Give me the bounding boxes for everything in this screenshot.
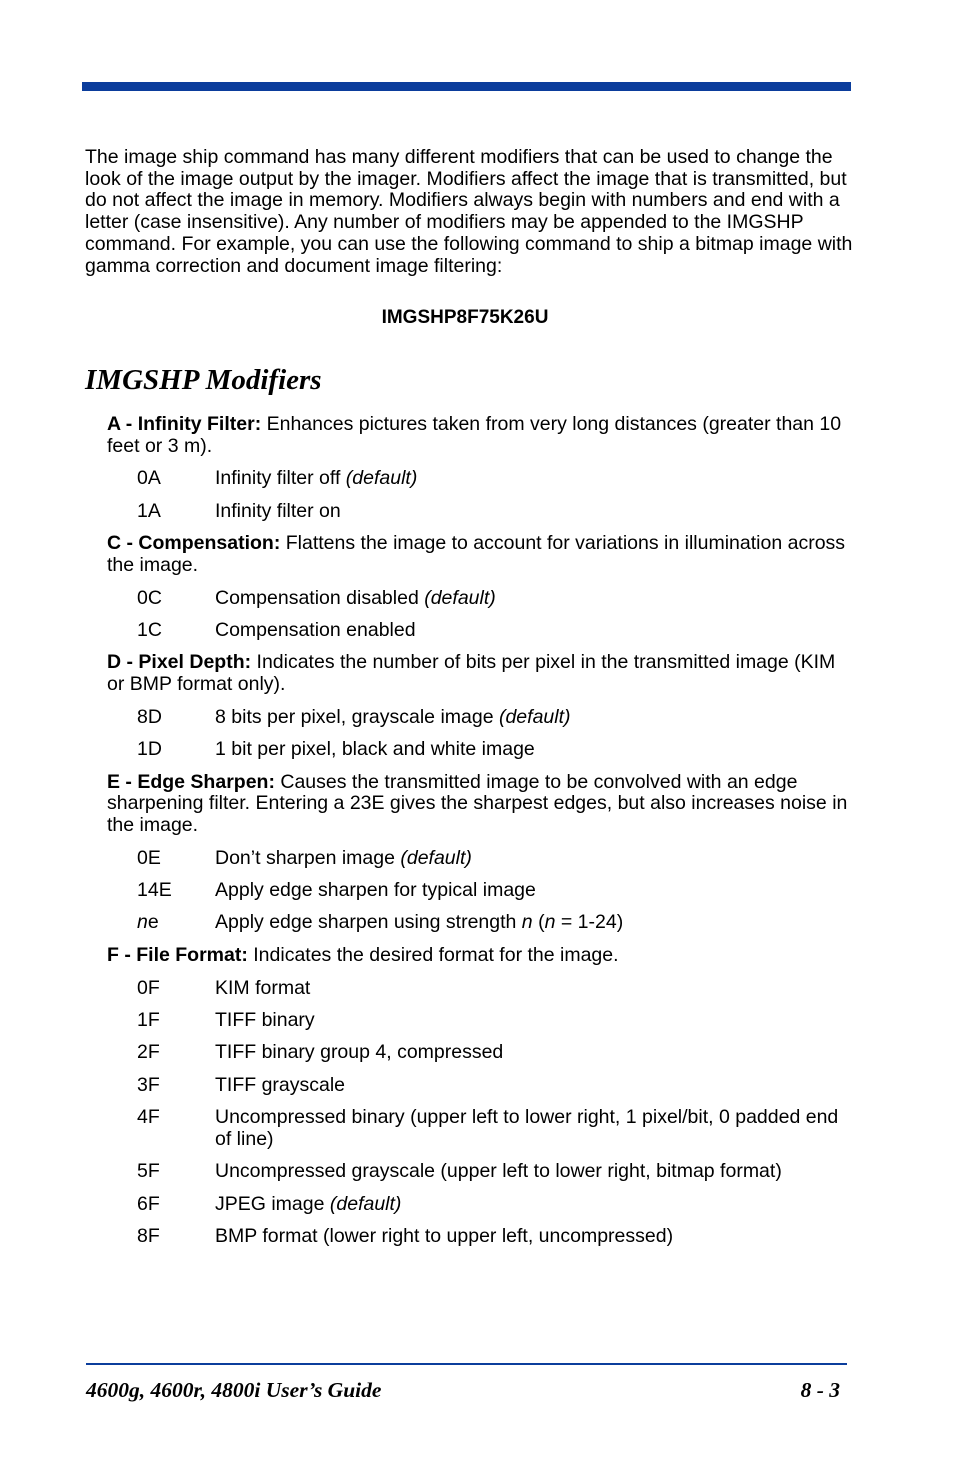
option-code: 0F <box>137 976 160 999</box>
modifier-file-format <box>107 945 852 1248</box>
option-text: Uncompressed binary (upper left to lower right, 1 pixel/bit, 0 padded end of line) <box>215 1106 839 1150</box>
modifier-text: Flattens the image to account for variations in illumination across the image. <box>107 532 846 576</box>
option-text: Infinity filter on <box>215 499 341 522</box>
option-code: 1A <box>137 499 161 522</box>
option-row <box>107 1010 852 1032</box>
option-row <box>107 468 852 490</box>
option-row <box>107 501 852 523</box>
option-text: Compensation enabled <box>215 618 416 641</box>
option-row <box>107 1226 852 1248</box>
default-note: (default) <box>345 467 418 490</box>
option-row <box>107 978 852 1000</box>
option-text: 1 bit per pixel, black and white image <box>215 738 535 761</box>
modifier-description <box>107 414 852 457</box>
option-row <box>107 588 852 610</box>
option-text: Don’t sharpen image (default) <box>215 846 472 869</box>
modifier-compensation <box>107 533 852 642</box>
modifier-text: Causes the transmitted image to be convolved with an edge sharpening filter. Entering a 23E gives the sharpest edges, but also increases noise in the image. <box>107 770 848 836</box>
option-row <box>107 912 852 934</box>
option-row <box>107 739 852 761</box>
header-rule <box>82 82 851 91</box>
modifier-list <box>107 414 852 1258</box>
option-text: KIM format <box>215 976 311 999</box>
option-text: JPEG image (default) <box>215 1192 402 1215</box>
option-code: 8D <box>137 705 162 728</box>
option-row <box>107 1161 852 1183</box>
option-text: Compensation disabled (default) <box>215 586 496 609</box>
modifier-description <box>107 772 852 837</box>
section-title: IMGSHP Modifiers <box>85 364 322 396</box>
option-text: 8 bits per pixel, grayscale image (default) <box>215 705 571 728</box>
option-text: TIFF binary group 4, compressed <box>215 1041 504 1064</box>
option-text: Apply edge sharpen for typical image <box>215 879 536 902</box>
option-row <box>107 1075 852 1097</box>
option-code: 8F <box>137 1224 160 1247</box>
option-row <box>107 707 852 729</box>
option-row <box>107 880 852 902</box>
modifier-name: E - Edge Sharpen: <box>107 770 275 793</box>
intro-paragraph: The image ship command has many different modifiers that can be used to change the look of the image output by the imager. Modifiers affect the image that is transmitted, but do not affect the image in memory. Modifiers always begin with numbers and end with a letter (case insensitive). Any number of modifiers may be appended to the IMGSHP command. For example, you can use the following command to ship a bitmap image with gamma correction and document image filtering: <box>85 146 853 277</box>
default-note: (default) <box>329 1192 402 1215</box>
option-code: 1D <box>137 738 162 761</box>
option-row <box>107 1107 852 1150</box>
option-code: 1F <box>137 1008 160 1031</box>
option-code: 4F <box>137 1106 160 1129</box>
modifier-name: C - Compensation: <box>107 532 281 555</box>
option-text: BMP format (lower right to upper left, uncompressed) <box>215 1224 674 1247</box>
example-command: IMGSHP8F75K26U <box>381 307 549 328</box>
option-row <box>107 1042 852 1064</box>
option-code: 0E <box>137 846 161 869</box>
option-text: Apply edge sharpen using strength n (n = 1-24) <box>215 911 624 934</box>
modifier-name: A - Infinity Filter: <box>107 413 262 435</box>
option-code: 2F <box>137 1041 160 1064</box>
option-code: 14E <box>137 879 172 902</box>
footer-guide-title: 4600g, 4600r, 4800i User’s Guide <box>86 1378 382 1402</box>
option-row <box>107 1194 852 1216</box>
modifier-description <box>107 652 852 695</box>
option-code: 5F <box>137 1160 160 1183</box>
modifier-pixel-depth <box>107 652 852 761</box>
option-code: 3F <box>137 1073 160 1096</box>
modifier-text: Indicates the number of bits per pixel in the transmitted image (KIM or BMP format only). <box>107 651 836 696</box>
default-note: (default) <box>424 586 496 609</box>
option-code: 1C <box>137 618 162 641</box>
option-text: Uncompressed grayscale (upper left to lower right, bitmap format) <box>215 1160 782 1183</box>
footer-page-number: 8 - 3 <box>800 1378 840 1402</box>
option-code: 6F <box>137 1192 160 1215</box>
option-text: TIFF grayscale <box>215 1073 346 1096</box>
modifier-name: D - Pixel Depth: <box>107 651 252 674</box>
modifier-name: F - File Format: <box>107 943 248 966</box>
modifier-edge-sharpen <box>107 772 852 935</box>
footer-rule <box>86 1363 847 1365</box>
modifier-infinity-filter <box>107 414 852 523</box>
option-text: TIFF binary <box>215 1008 315 1031</box>
modifier-description <box>107 533 852 576</box>
option-code: 0C <box>137 586 162 609</box>
option-code: ne <box>137 911 159 934</box>
option-code: 0A <box>137 467 161 490</box>
option-row <box>107 620 852 642</box>
default-note: (default) <box>498 705 571 728</box>
option-row <box>107 848 852 870</box>
option-text: Infinity filter off (default) <box>215 467 418 490</box>
modifier-text: Enhances pictures taken from very long distances (greater than 10 feet or 3 m). <box>107 413 842 457</box>
modifier-text: Indicates the desired format for the image. <box>247 943 619 966</box>
default-note: (default) <box>400 846 472 869</box>
modifier-description <box>107 945 852 967</box>
